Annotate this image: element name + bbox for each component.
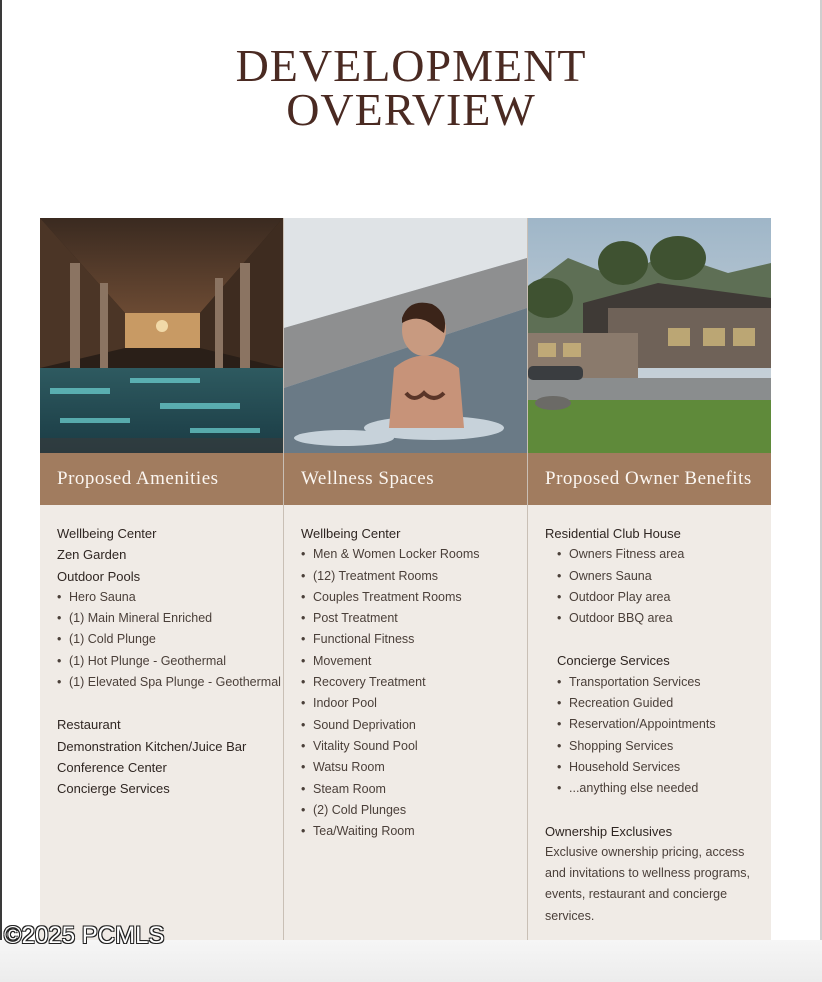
list-item: • Post Treatment (301, 608, 523, 629)
list-item: • (1) Cold Plunge (57, 629, 279, 650)
header-wellness-spaces: Wellness Spaces (284, 453, 527, 505)
section-heading: Ownership Exclusives (545, 823, 673, 839)
list-item: • Outdoor BBQ area (557, 608, 767, 629)
list-item: • Steam Room (301, 779, 523, 800)
title-line-1: DEVELOPMENT (235, 40, 587, 91)
list-item: • Owners Sauna (557, 566, 767, 587)
list-item: • Outdoor Play area (557, 587, 767, 608)
amenities-list (57, 523, 279, 800)
list-item: • Watsu Room (301, 757, 523, 778)
spa-pool-photo (40, 218, 283, 453)
list-item: • (1) Hot Plunge - Geothermal (57, 651, 279, 672)
list-item: • (1) Main Mineral Enriched (57, 608, 279, 629)
header-owner-benefits: Proposed Owner Benefits (528, 453, 771, 505)
list-spacer (545, 629, 767, 650)
list-item: • Vitality Sound Pool (301, 736, 523, 757)
hot-tub-image (284, 218, 527, 453)
watermark: ©2025 PCMLS (4, 922, 165, 949)
section-heading: Concierge Services (57, 781, 170, 797)
list-item: • Men & Women Locker Rooms (301, 544, 523, 565)
page-title (0, 40, 822, 135)
list-item: • Owners Fitness area (557, 544, 767, 565)
hot-tub-woman-photo (284, 218, 527, 453)
list-spacer (57, 693, 279, 714)
section-heading: Conference Center (57, 759, 167, 775)
section-heading: Wellbeing Center (301, 526, 401, 541)
list-item: • Tea/Waiting Room (301, 821, 523, 842)
list-item: • Movement (301, 651, 523, 672)
list-item: • Transportation Services (557, 672, 767, 693)
list-item: • (2) Cold Plunges (301, 800, 523, 821)
list-spacer (545, 800, 767, 821)
list-item: • ...anything else needed (557, 778, 767, 799)
section-heading: Zen Garden (57, 547, 127, 563)
list-item: • Household Services (557, 757, 767, 778)
column-wellness-spaces (284, 218, 527, 940)
list-item: • Functional Fitness (301, 629, 523, 650)
section-heading: Restaurant (57, 717, 121, 733)
title-line-2: OVERVIEW (286, 84, 536, 135)
section-heading: Outdoor Pools (57, 568, 141, 584)
clubhouse-image (528, 218, 771, 453)
wellness-list (301, 523, 523, 842)
section-heading: Concierge Services (557, 653, 670, 669)
list-item: • (12) Treatment Rooms (301, 566, 523, 587)
section-heading: Wellbeing Center (57, 526, 157, 541)
list-item: • Shopping Services (557, 736, 767, 757)
list-item: • Indoor Pool (301, 693, 523, 714)
spa-pool-image (40, 218, 283, 453)
header-proposed-amenities: Proposed Amenities (40, 453, 283, 505)
owner-benefits-list (545, 523, 767, 927)
list-item: • Recovery Treatment (301, 672, 523, 693)
ownership-description: Exclusive ownership pricing, access and invitations to wellness programs, events, restaurant and concierge services. (545, 844, 750, 923)
list-item: • Hero Sauna (57, 587, 279, 608)
list-item: • Reservation/Appointments (557, 714, 767, 735)
list-item: • (1) Elevated Spa Plunge - Geothermal (57, 672, 279, 693)
list-item: • Couples Treatment Rooms (301, 587, 523, 608)
column-owner-benefits (528, 218, 771, 940)
column-proposed-amenities (40, 218, 283, 940)
list-item: • Recreation Guided (557, 693, 767, 714)
clubhouse-photo (528, 218, 771, 453)
section-heading: Demonstration Kitchen/Juice Bar (57, 738, 247, 754)
list-item: • Sound Deprivation (301, 715, 523, 736)
section-heading: Residential Club House (545, 526, 681, 541)
page-edge-left (0, 0, 2, 982)
overview-grid (40, 218, 771, 940)
